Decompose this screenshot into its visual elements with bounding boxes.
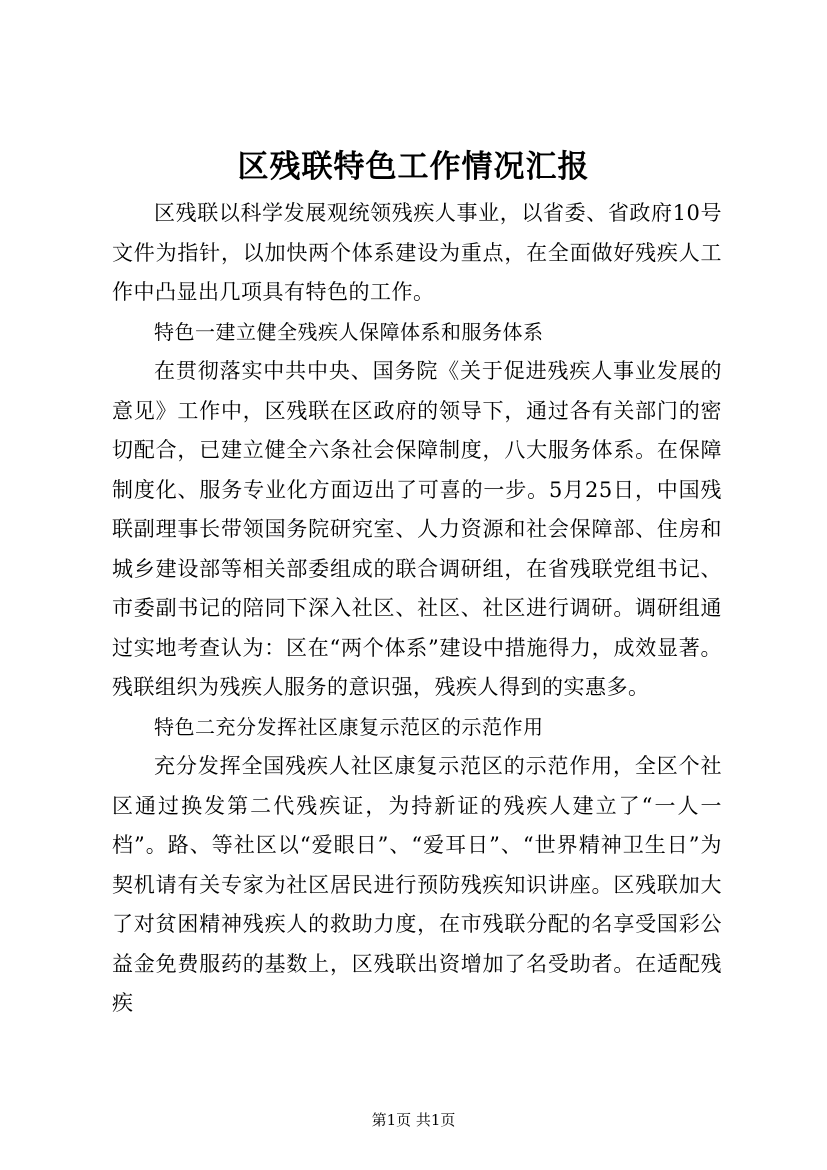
section-heading-1: 特色一建立健全残疾人保障体系和服务体系 <box>154 319 544 344</box>
section-heading-2: 特色二充分发挥社区康复示范区的示范作用 <box>154 714 544 739</box>
paragraph-intro: 区残联以科学发展观统领残疾人事业，以省委、省政府10号文件为指针，以加快两个体系建设为重点，在全面做好残疾人工作中凸显出几项具有特色的工作。 <box>112 201 722 304</box>
document-body <box>112 194 722 1024</box>
paragraph-section-2: 充分发挥全国残疾人社区康复示范区的示范作用，全区个社区通过换发第二代残疾证，为持新证的残疾人建立了“一人一档”。路、等社区以“爱眼日”、“爱耳日”、“世界精神卫生日”为契机请有关专家为社区居民进行预防残疾知识讲座。区残联加大了对贫困精神残疾人的救助力度，在市残联分配的名享受国彩公益金免费服药的基数上，区残联出资增加了名受助者。在适配残疾 <box>112 754 722 1015</box>
document-title: 区残联特色工作情况汇报 <box>237 149 590 185</box>
paragraph-section-1: 在贯彻落实中共中央、国务院《关于促进残疾人事业发展的意见》工作中，区残联在区政府的领导下，通过各有关部门的密切配合，已建立健全六条社会保障制度，八大服务体系。在保障制度化、服务专业化方面迈出了可喜的一步。5月25日，中国残联副理事长带领国务院研究室、人力资源和社会保障部、住房和城乡建设部等相关部委组成的联合调研组，在省残联党组书记、市委副书记的陪同下深入社区、社区、社区进行调研。调研组通过实地考查认为：区在“两个体系”建设中措施得力，成效显著。残联组织为残疾人服务的意识强，残疾人得到的实惠多。 <box>112 359 722 699</box>
page-number-footer: 第1页 共1页 <box>371 1111 456 1129</box>
